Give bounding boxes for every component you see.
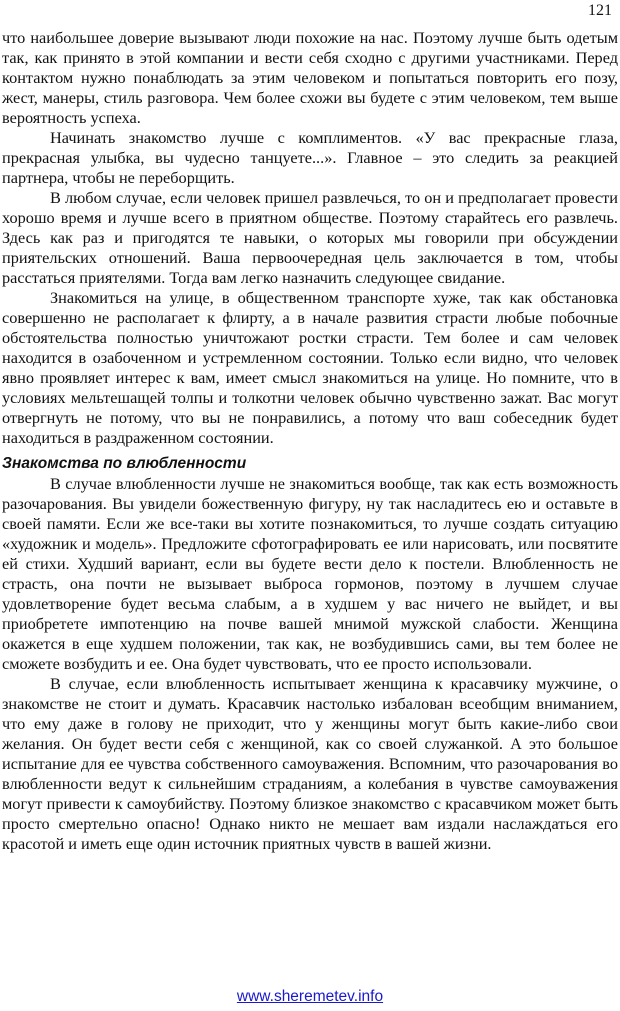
paragraph-handsome-man: В случае, если влюбленность испытывает женщина к красавчику мужчине, о знакомстве не стоит и думать. Красавчик настолько избалован всеобщим вниманием, что ему даже в голову не приходит, что у женщины могут быть какие-либо свои желания. Он будет вести себя с женщиной, как со своей служанкой. А это большое испытание для ее чувства собственного самоуважения. Вспомним, что разочарования во влюбленности ведут к сильнейшим страданиям, а колебания в чувстве самоуважения могут привести к самоубийству. Поэтому близкое знакомство с красавчиком может быть просто смертельно опасно! Однако никто не мешает вам издали наслаждаться его красотой и иметь еще один источник приятных чувств в вашей жизни. [2, 674, 618, 853]
website-link[interactable]: www.sheremetev.info [236, 988, 384, 1005]
paragraph-continuation: что наибольшее доверие вызывают люди похожие на нас. Поэтому лучше быть одетым так, как принято в этой компании и вести себя сходно с другими участниками. Перед контактом нужно понаблюдать за этим человеком и попытаться повторить его позу, жест, манеры, стиль разговора. Чем более схожи вы будете с этим человеком, тем выше вероятность успеха. [2, 28, 618, 127]
paragraph-compliments: Начинать знакомство лучше с комплиментов. «У вас прекрасные глаза, прекрасная улыбка, вы чудесно танцуете...». Главное – это следить за реакцией партнера, чтобы не переборщить. [2, 128, 618, 187]
section-heading: Знакомства по влюбленности [2, 455, 247, 472]
page-number: 121 [588, 2, 612, 19]
paragraph-entertain: В любом случае, если человек пришел развлечься, то он и предполагает провести хорошо время и лучше всего в приятном обществе. Поэтому старайтесь его развлечь. Здесь как раз и пригодятся те навыки, о которых мы говорили при обсуждении приятельских отношений. Ваша первоочередная цель заключается в том, чтобы расстаться приятелями. Тогда вам легко назначить следующее свидание. [2, 188, 618, 287]
paragraph-street-meeting: Знакомиться на улице, в общественном транспорте хуже, так как обстановка совершенно не располагает к флирту, а в начале развития страсти любые побочные обстоятельства полностью уничтожают ростки страсти. Тем более и сам человек находится в озабоченном и устремленном состоянии. Только если видно, что человек явно проявляет интерес к вам, имеет смысл знакомиться на улице. Но помните, что в условиях мельтешащей толпы и толкотни человек обычно чувственно зажат. Вас могут отвергнуть не потому, что вы не понравились, а потому что ваш собеседник будет находиться в раздраженном состоянии. [2, 288, 618, 447]
paragraph-infatuation: В случае влюбленности лучше не знакомиться вообще, так как есть возможность разочарования. Вы увидели божественную фигуру, ну так насладитесь ею и оставьте в своей памяти. Если же все-таки вы хотите познакомиться, то лучше создать ситуацию «художник и модель». Предложите сфотографировать ее или нарисовать, или посвятите ей стихи. Худший вариант, если вы будете вести дело к постели. Влюбленность не страсть, она почти не вызывает выброса гормонов, поэтому в лучшем случае удовлетворение будет весьма слабым, а в худшем у вас ничего не выйдет, и вы приобретете импотенцию на почве вашей мнимой мужской слабости. Женщина окажется в еще худшем положении, так как, не возбудившись сами, вы тем более не сможете возбудить и ее. Она будет чувствовать, что ее просто использовали. [2, 474, 618, 673]
page-footer [0, 988, 620, 1006]
book-page-body [2, 28, 618, 854]
